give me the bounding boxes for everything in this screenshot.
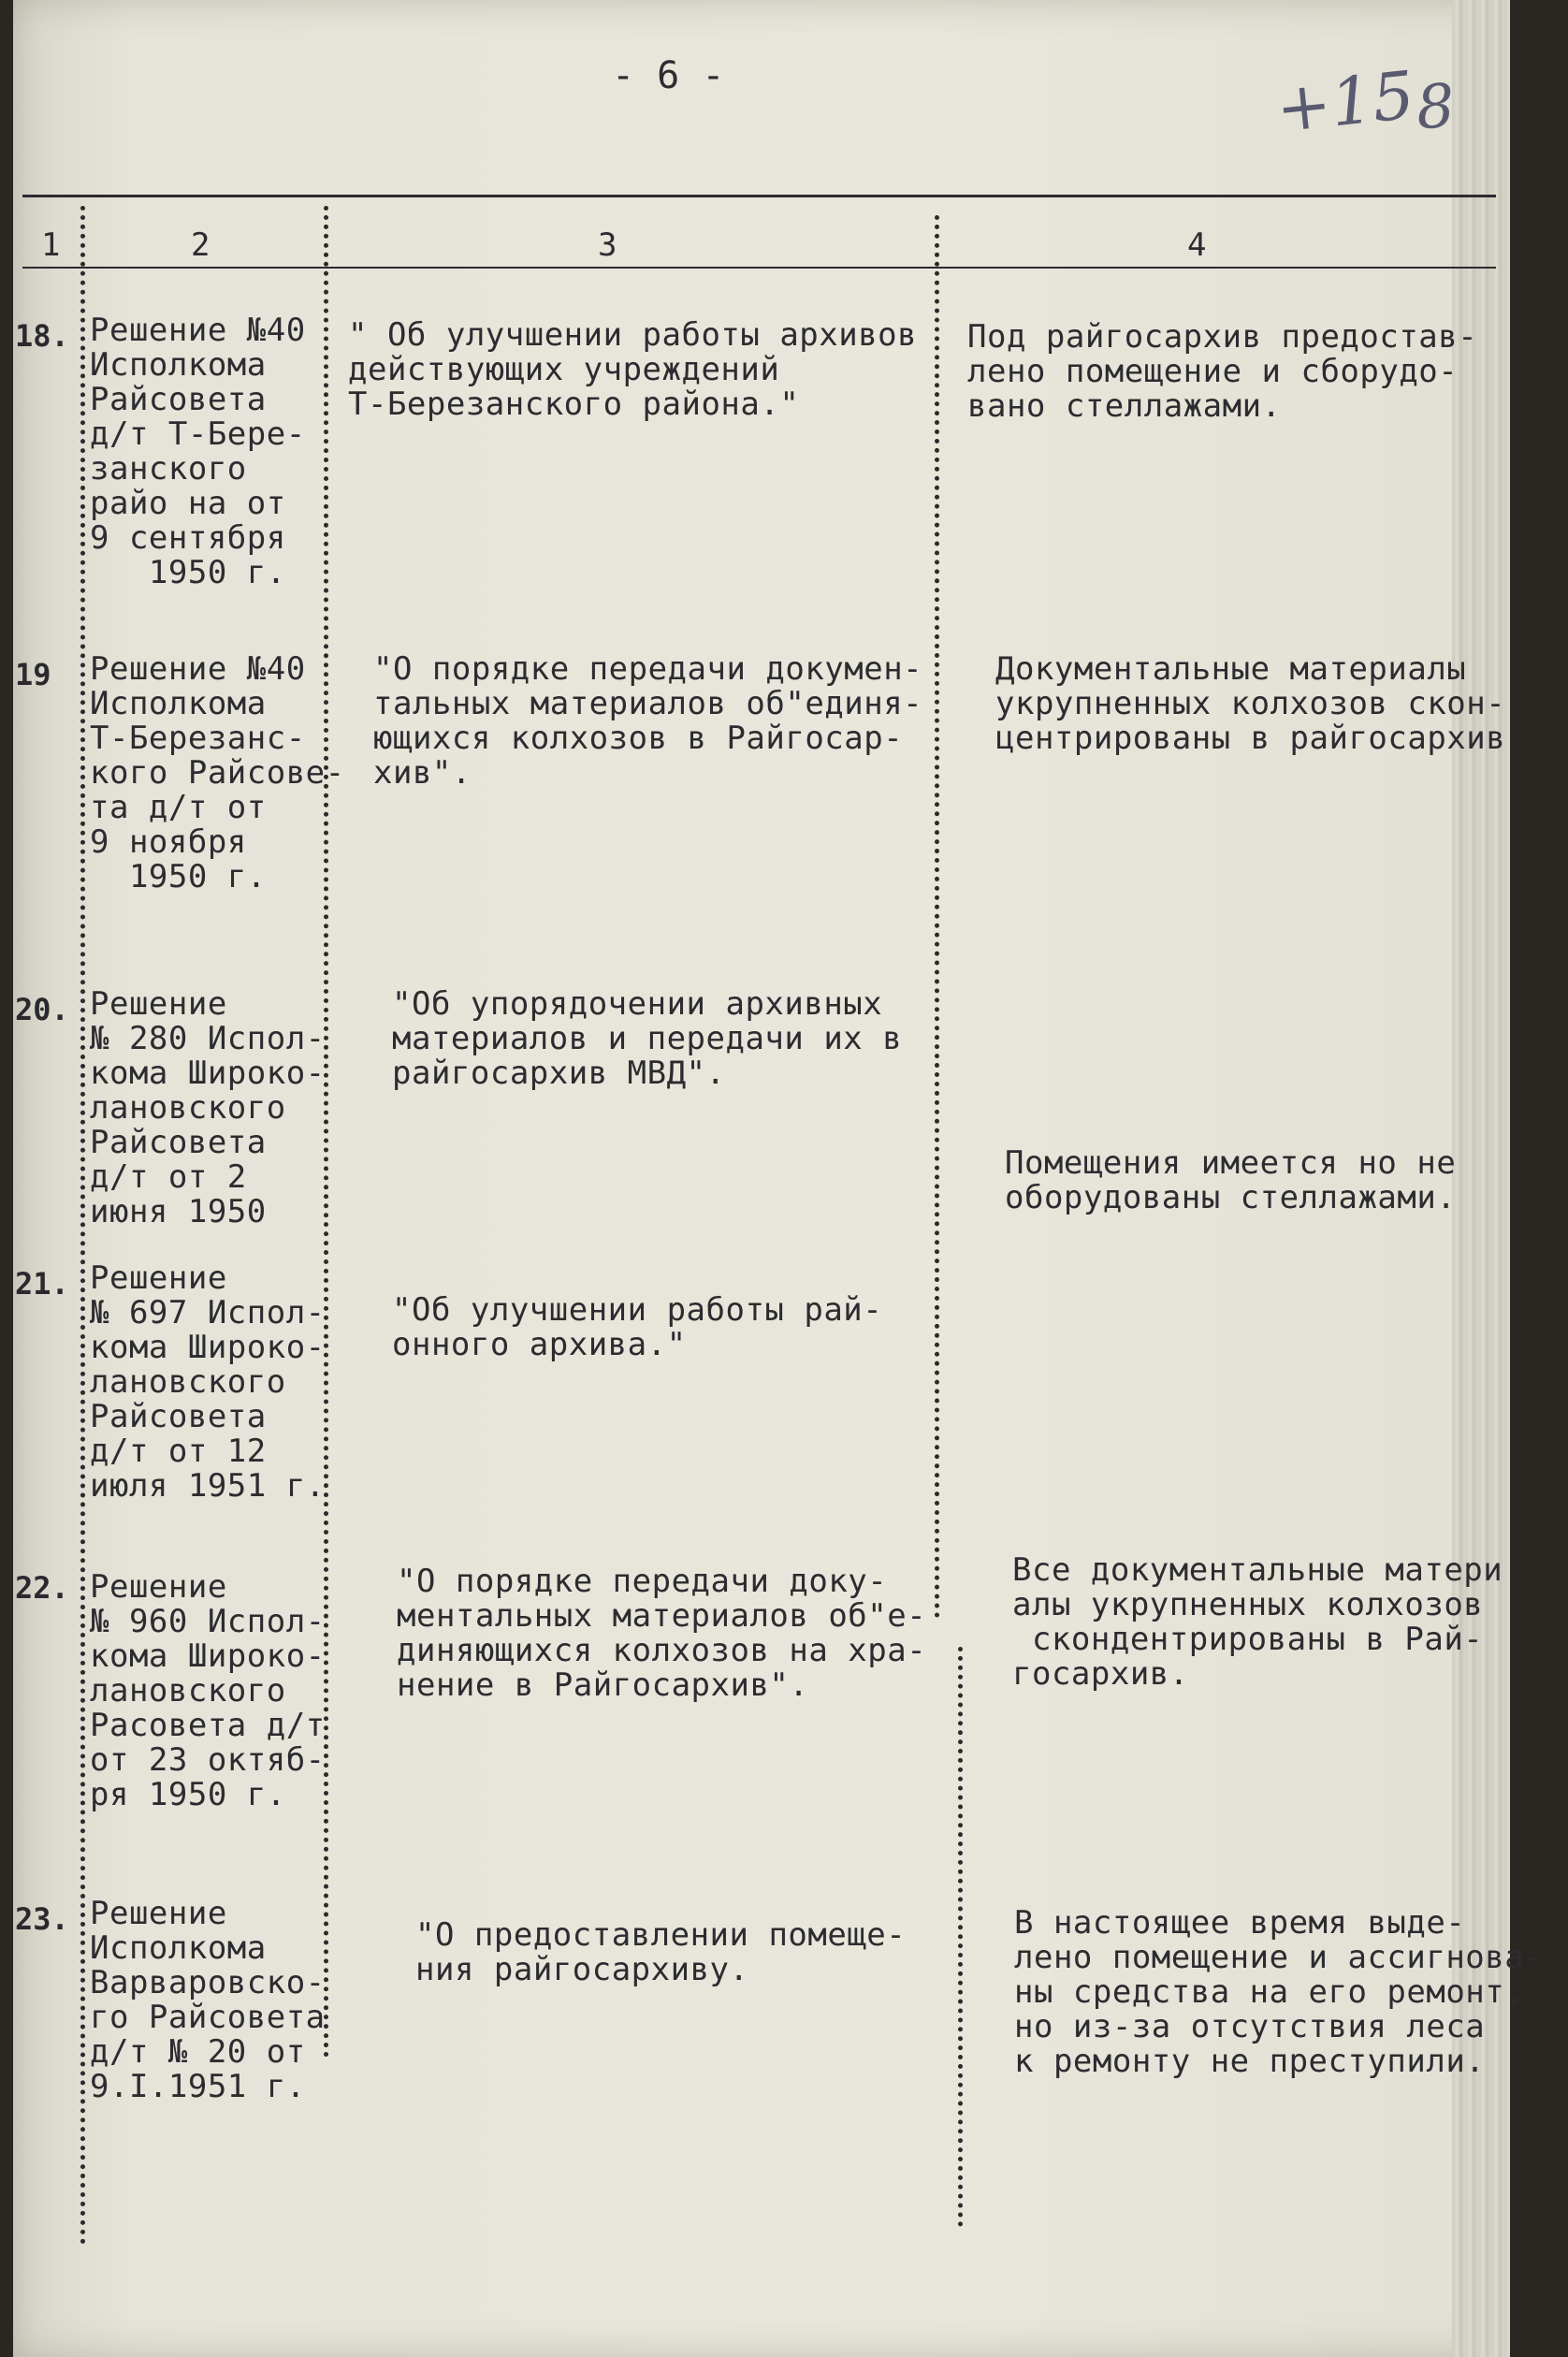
column-number-2: 2 <box>191 226 211 264</box>
row-result: Документальные материалы укрупненных колхозов скон- центрированы в райгосархив <box>995 650 1506 757</box>
row-result: Все документальные матери алы укрупненных колхозов скондентрированы в Рай- госархив. <box>1012 1551 1503 1693</box>
row-decision: Решение № 280 Испол- кома Широко- лановского Райсовета д/т от 2 июня 1950 <box>90 985 326 1230</box>
row-number: 20. <box>15 992 69 1027</box>
row-subject: "Об упорядочении архивных материалов и передачи их в райгосархив МВД". <box>392 985 903 1092</box>
handwritten-note: +15 <box>1272 56 1418 148</box>
row-decision: Решение Исполкома Варваровско- го Райсовета д/т № 20 от 9.I.1951 г. <box>90 1895 326 2105</box>
row-decision: Решение № 697 Испол- кома Широко- лановского Райсовета д/т от 12 июля 1951 г. <box>90 1259 326 1505</box>
row-decision: Решение №40 Исполкома Т-Березанс- кого Райсове- та д/т от 9 ноября 1950 г. <box>90 650 345 895</box>
row-number: 21. <box>15 1266 69 1302</box>
row-decision: Решение № 960 Испол- кома Широко- лановского Расовета д/т от 23 октяб- ря 1950 г. <box>90 1568 326 1813</box>
row-number: 19 <box>15 657 51 692</box>
column-number-4: 4 <box>1187 226 1207 264</box>
column-separator-3b <box>958 1647 963 2227</box>
row-subject: "Об улучшении работы рай- онного архива." <box>392 1291 883 1363</box>
column-number-1: 1 <box>41 226 61 264</box>
page-number: - 6 - <box>612 54 725 97</box>
row-subject: "О порядке передачи докумен- тальных материалов об"единя- ющихся колхозов в Райгосар- хив". <box>373 650 923 792</box>
row-decision: Решение №40 Исполкома Райсовета д/т Т-Бере- занского райо на от 9 сентября 1950 г. <box>90 312 306 591</box>
row-subject: "О порядке передачи доку- ментальных материалов об"е- диняющихся колхозов на хра- нение в Райгосархив". <box>397 1563 927 1704</box>
row-number: 22. <box>15 1570 69 1606</box>
row-subject: " Об улучшении работы архивов действующих учреждений Т-Березанского района." <box>348 316 918 423</box>
row-number: 23. <box>15 1901 69 1937</box>
row-result: Под райгосархив предостав- лено помещение и сборудо- вано стеллажами. <box>967 318 1478 425</box>
column-separator-1 <box>80 206 85 2246</box>
column-separator-3 <box>935 215 939 1619</box>
row-number: 18. <box>15 318 69 354</box>
row-result: Помещения имеется но не оборудованы стеллажами. <box>1005 1144 1457 1216</box>
header-rule-top <box>22 195 1496 197</box>
row-subject: "О предоставлении помеще- ния райгосархиву. <box>415 1916 907 1988</box>
column-number-3: 3 <box>598 226 617 264</box>
document-page <box>13 0 1545 2357</box>
header-rule-bottom <box>22 267 1496 269</box>
row-result: В настоящее время выде- лено помещение и ассигнова- ны средства на его ремонт, но из-за отсутствия леса к ремонту не преступили. <box>1014 1904 1545 2080</box>
handwritten-sheet-number: 8 <box>1414 71 1458 144</box>
